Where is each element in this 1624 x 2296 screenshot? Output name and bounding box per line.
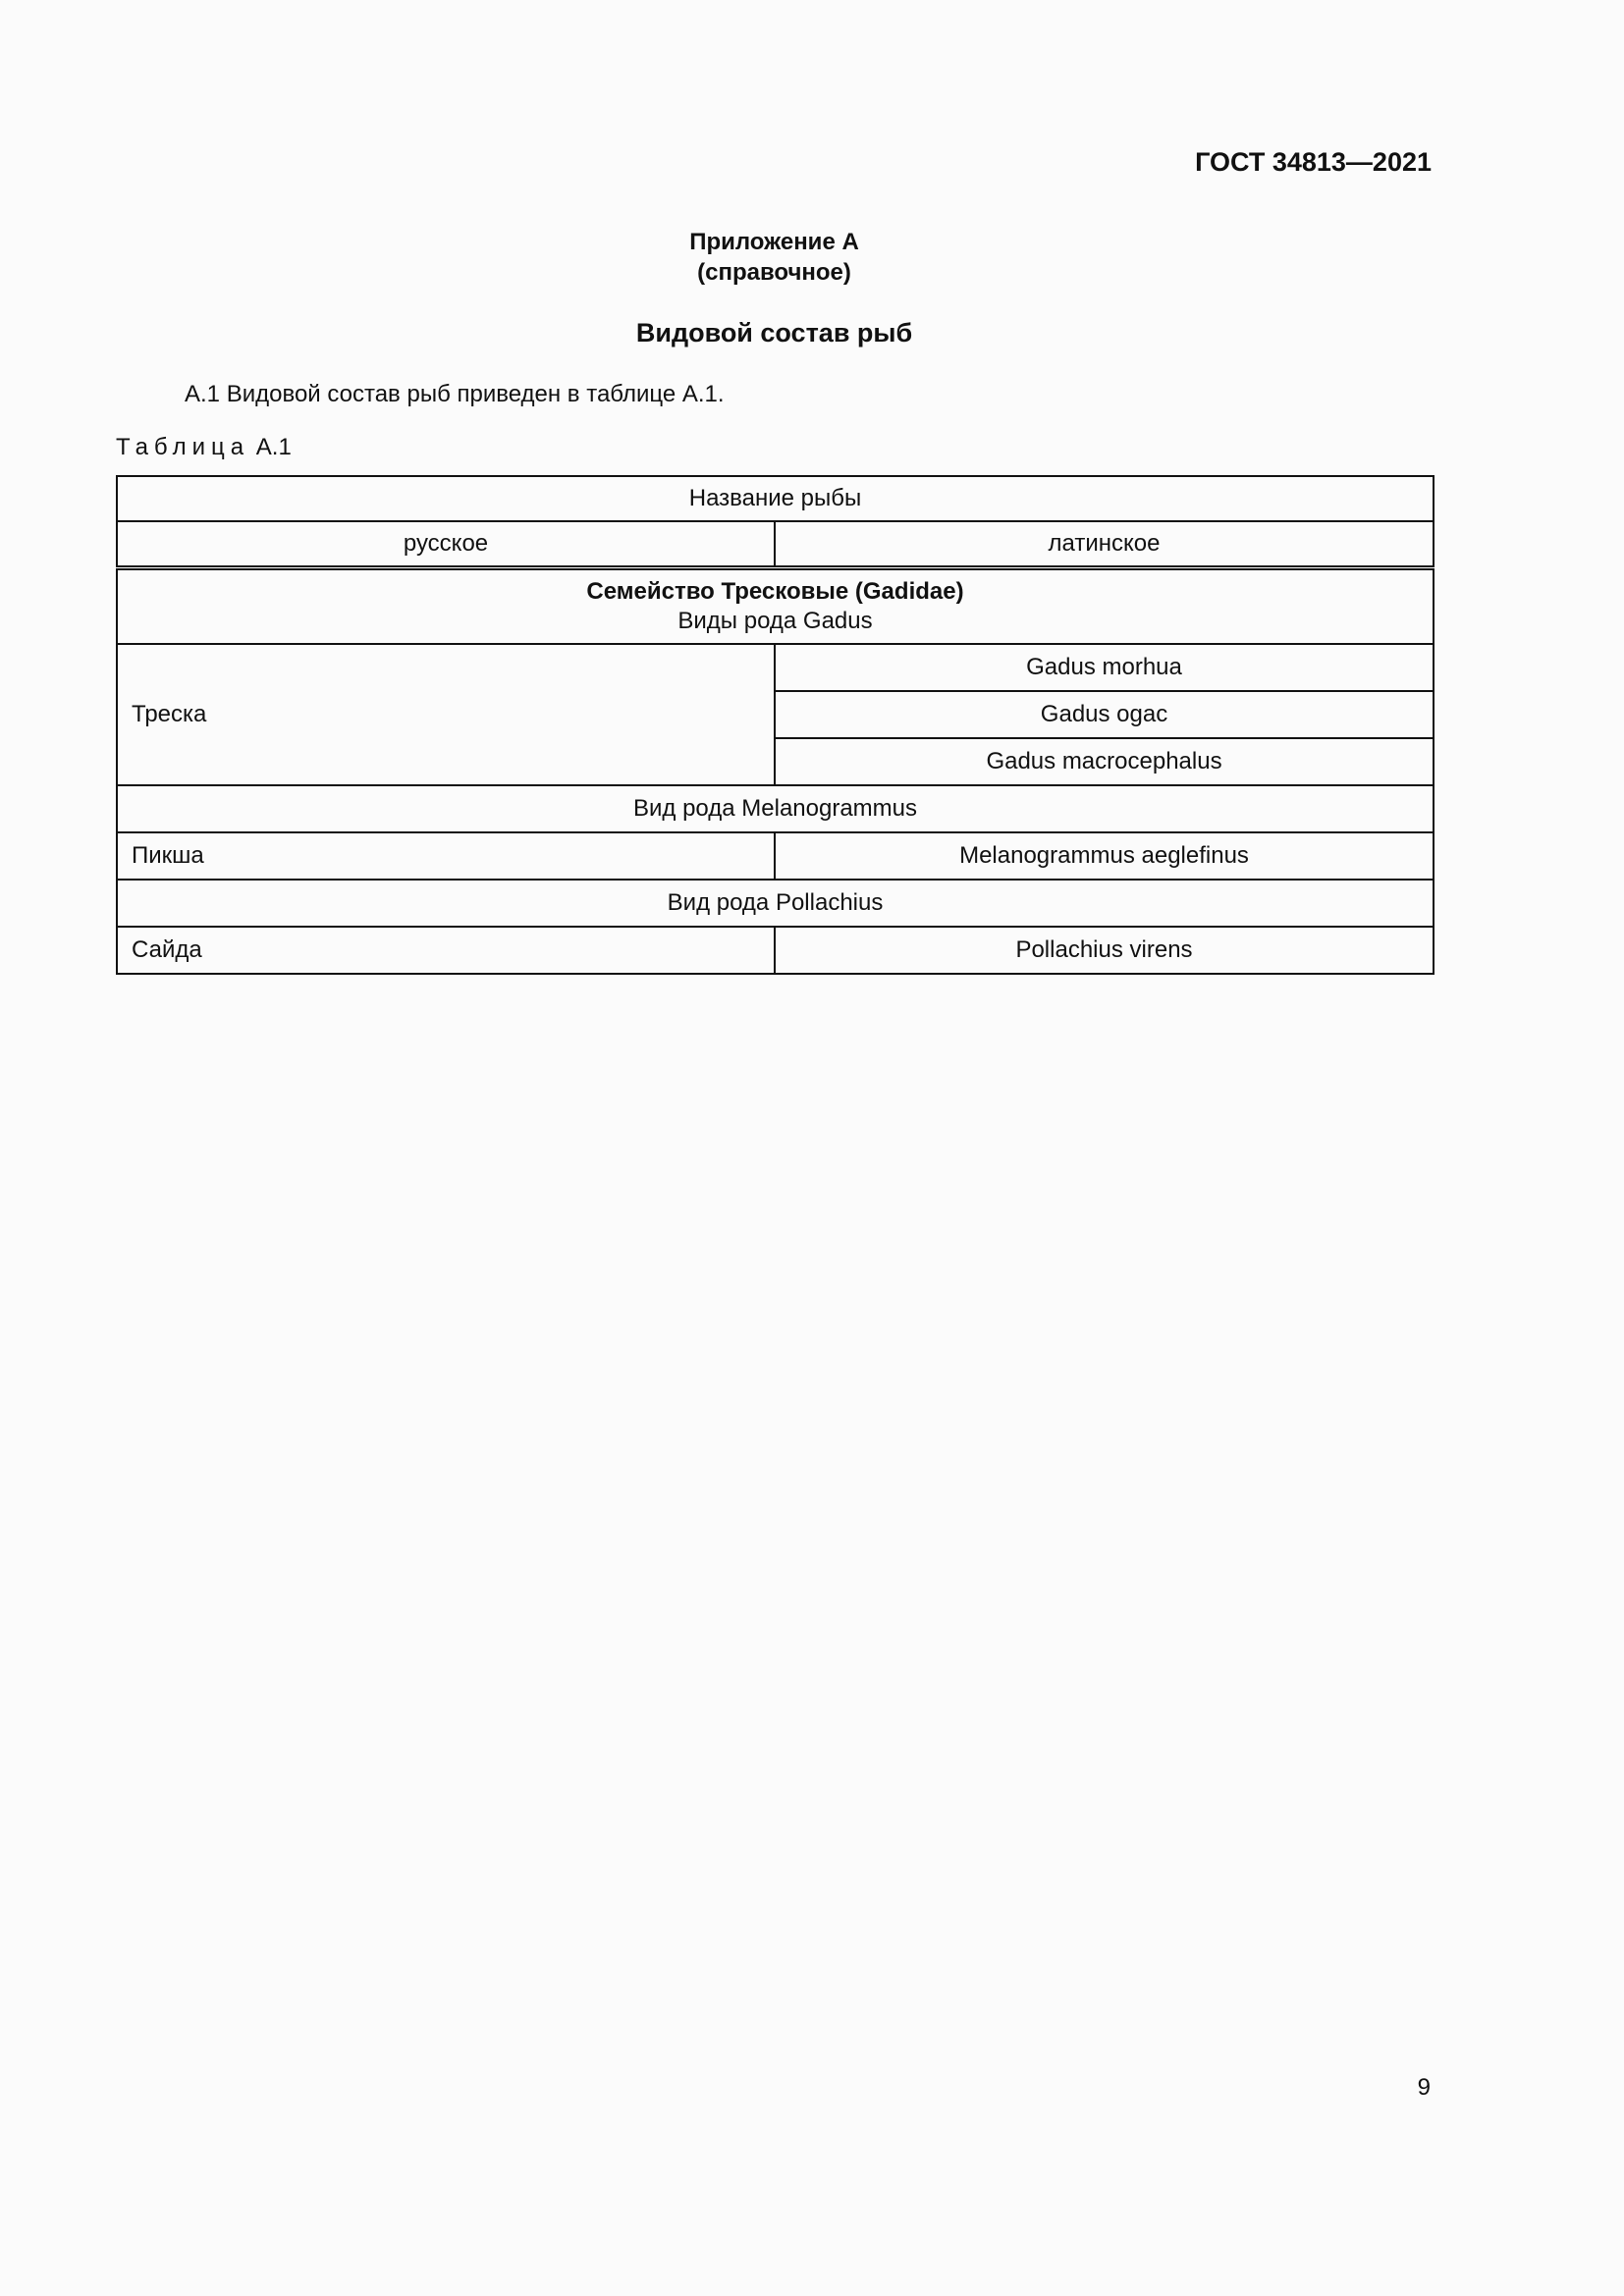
table-caption-word: Таблица: [116, 434, 250, 460]
genus-melanogrammus-label: Вид рода Melanogrammus: [117, 785, 1434, 832]
intro-paragraph: А.1 Видовой состав рыб приведен в таблице А.1.: [185, 381, 725, 407]
appendix-title: Приложение А: [689, 229, 859, 255]
family-cell: [117, 568, 1434, 645]
table-caption-number: А.1: [255, 434, 292, 460]
appendix-heading: [0, 227, 1548, 288]
header-russian: русское: [117, 521, 775, 568]
cod-latin-3: Gadus macrocephalus: [775, 738, 1434, 785]
genus-row: [117, 880, 1434, 927]
cod-latin-1: Gadus morhua: [775, 644, 1434, 691]
table-row: [117, 832, 1434, 880]
table-subheader-row: [117, 521, 1434, 568]
haddock-russian: Пикша: [117, 832, 775, 880]
appendix-subtitle: (справочное): [697, 259, 851, 286]
table-caption: [116, 434, 292, 461]
header-latin: латинское: [775, 521, 1434, 568]
haddock-latin: Melanogrammus aeglefinus: [775, 832, 1434, 880]
page-number: 9: [1417, 2074, 1431, 2101]
table-row: [117, 644, 1434, 691]
table-header-row: [117, 476, 1434, 521]
genus-pollachius-label: Вид рода Pollachius: [117, 880, 1434, 927]
header-fish-name: Название рыбы: [117, 476, 1434, 521]
genus-gadus-label: Виды рода Gadus: [677, 608, 873, 634]
section-title: Видовой состав рыб: [635, 318, 913, 347]
standard-number: ГОСТ 34813—2021: [1195, 147, 1432, 177]
table-row: [117, 927, 1434, 974]
saithe-russian: Сайда: [117, 927, 775, 974]
genus-row: [117, 785, 1434, 832]
cod-russian: Треска: [117, 644, 775, 785]
species-table: [116, 475, 1435, 975]
cod-latin-2: Gadus ogac: [775, 691, 1434, 738]
family-name: Семейство Тресковые (Gadidae): [586, 578, 964, 605]
saithe-latin: Pollachius virens: [775, 927, 1434, 974]
family-row: [117, 568, 1434, 645]
